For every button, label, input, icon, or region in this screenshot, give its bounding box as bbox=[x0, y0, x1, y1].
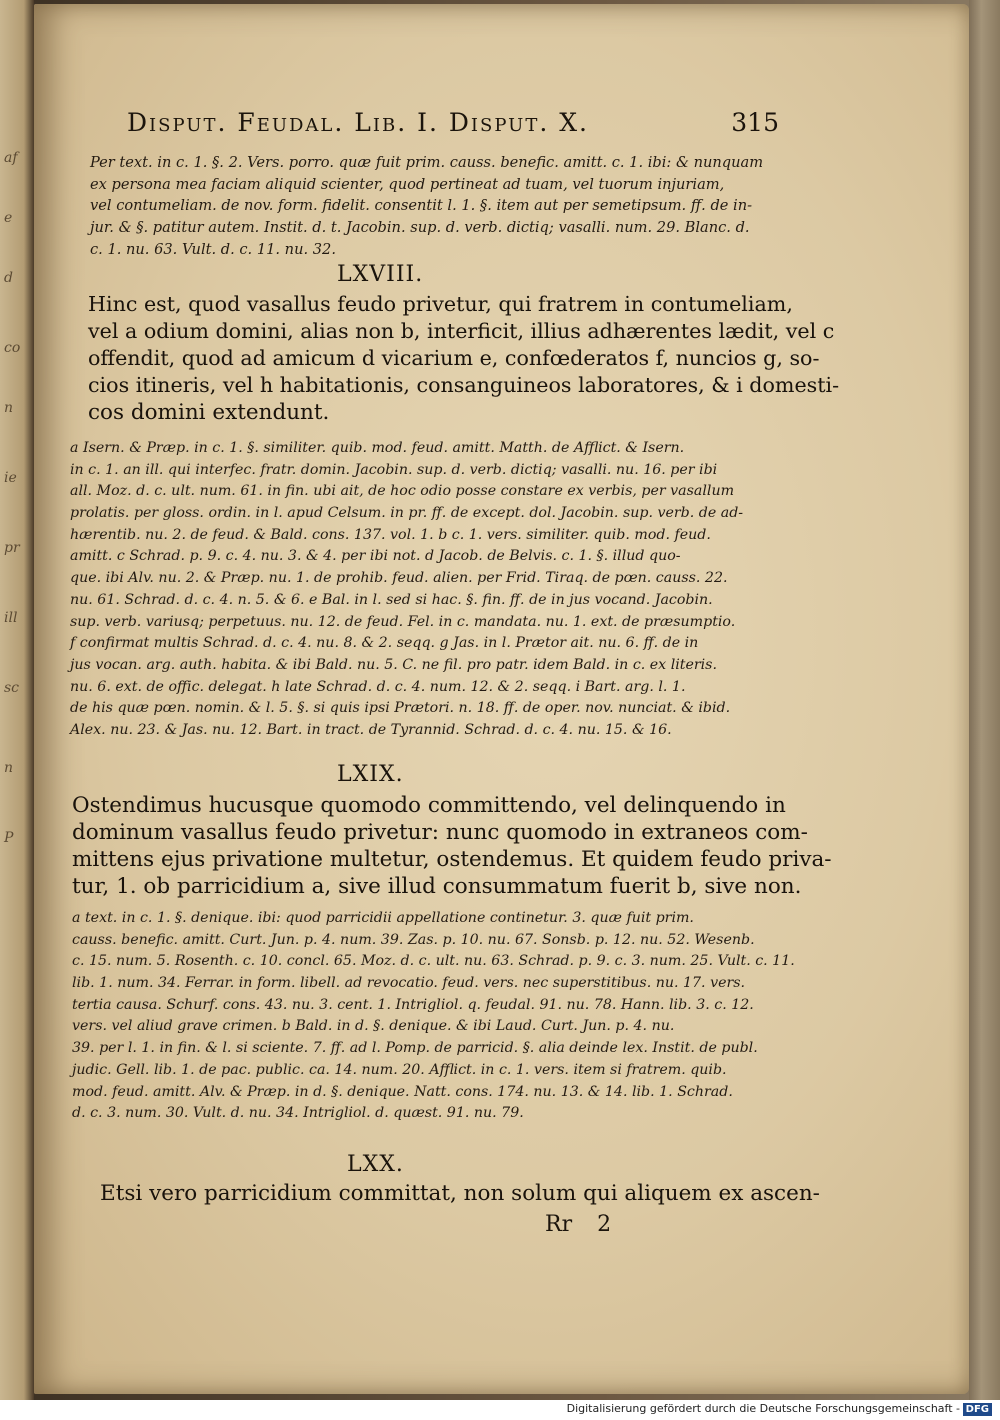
note-line: de his quæ pœn. nomin. & l. 5. §. si quis ipsi Prætori. n. 18. ff. de oper. nov. nunciat. & ibid. bbox=[70, 700, 731, 717]
footer-credit: Digitalisierung gefördert durch die Deutsche Forschungsgemeinschaft - bbox=[566, 1402, 960, 1415]
page-number: 315 bbox=[731, 108, 779, 137]
note-line: nu. 6. ext. de offic. delegat. h late Schrad. d. c. 4. num. 12. & 2. seqq. i Bart. arg. l. 1. bbox=[70, 678, 686, 695]
note-line: ex persona mea faciam aliquid scienter, quod pertineat ad tuam, vel tuorum injuriam, bbox=[90, 175, 725, 193]
note-line: que. ibi Alv. nu. 2. & Præp. nu. 1. de prohib. feud. alien. per Frid. Tiraq. de pœn. causs. 22. bbox=[70, 570, 728, 587]
note-line: tertia causa. Schurf. cons. 43. nu. 3. cent. 1. Intrigliol. q. feudal. 91. nu. 78. Hann. lib. 3. c. 12. bbox=[72, 996, 754, 1013]
paragraph-68 bbox=[88, 291, 839, 426]
note-line: jur. & §. patitur autem. Instit. d. t. Jacobin. sup. d. verb. dictiq; vasalli. num. 29. Blanc. d. bbox=[90, 219, 750, 237]
note-line: vel contumeliam. de nov. form. fidelit. consentit l. 1. §. item aut per semetipsum. ff. de in- bbox=[90, 197, 753, 215]
paragraph-line: tur, 1. ob parricidium a, sive illud consummatum fuerit b, sive non. bbox=[72, 874, 802, 899]
note-line: amitt. c Schrad. p. 9. c. 4. nu. 3. & 4. per ibi not. d Jacob. de Belvis. c. 1. §. illud quo- bbox=[70, 548, 681, 565]
note-line: c. 15. num. 5. Rosenth. c. 10. concl. 65. Moz. d. c. ult. nu. 63. Schrad. p. 9. c. 3. num. 25. Vult. c. 11. bbox=[72, 953, 795, 970]
running-title: Disput. Feudal. Lib. I. Disput. X. bbox=[127, 108, 589, 137]
paragraph-70 bbox=[100, 1180, 820, 1207]
paragraph-line: Etsi vero parricidium committat, non solum qui aliquem ex ascen- bbox=[100, 1181, 820, 1206]
book-fore-edge bbox=[969, 0, 1000, 1400]
paragraph-line: mittens ejus privatione multetur, ostendemus. Et quidem feudo priva- bbox=[72, 847, 832, 872]
paragraph-line: dominum vasallus feudo privetur: nunc quomodo in extraneos com- bbox=[72, 820, 808, 845]
catchword: Rr 2 bbox=[545, 1212, 612, 1237]
note-line: f confirmat multis Schrad. d. c. 4. nu. 8. & 2. seqq. g Jas. in l. Prætor ait. nu. 6. ff. de in bbox=[70, 635, 699, 652]
note-line: causs. benefic. amitt. Curt. Jun. p. 4. num. 39. Zas. p. 10. nu. 67. Sonsb. p. 12. nu. 52. Wesenb. bbox=[72, 931, 755, 948]
section-heading-69: LXIX. bbox=[337, 762, 404, 787]
note-line: prolatis. per gloss. ordin. in l. apud Celsum. in pr. ff. de except. dol. Jacobin. sup. verb. de ad- bbox=[70, 505, 744, 522]
paragraph-line: cos domini extendunt. bbox=[88, 400, 330, 425]
paragraph-69 bbox=[72, 792, 832, 900]
note-line: vers. vel aliud grave crimen. b Bald. in d. §. denique. & ibi Laud. Curt. Jun. p. 4. nu. bbox=[72, 1018, 675, 1035]
section-heading-70: LXX. bbox=[347, 1152, 404, 1177]
note-block-top bbox=[90, 152, 763, 260]
paragraph-line: cios itineris, vel h habitationis, consanguineos laboratores, & i domesti- bbox=[88, 373, 840, 397]
note-line: Alex. nu. 23. & Jas. nu. 12. Bart. in tract. de Tyrannid. Schrad. d. c. 4. nu. 15. & 16. bbox=[70, 721, 672, 738]
note-line: sup. verb. variusq; perpetuus. nu. 12. de feud. Fel. in c. mandata. nu. 1. ext. de præsumptio. bbox=[70, 613, 736, 630]
note-line: c. 1. nu. 63. Vult. d. c. 11. nu. 32. bbox=[90, 240, 336, 258]
note-line: jus vocan. arg. auth. habita. & ibi Bald. nu. 5. C. ne fil. pro patr. idem Bald. in c. ex literis. bbox=[70, 656, 717, 673]
paragraph-line: Ostendimus hucusque quomodo committendo, vel delinquendo in bbox=[72, 793, 786, 818]
note-line: all. Moz. d. c. ult. num. 61. in fin. ubi ait, de hoc odio posse constare ex verbis, per vasallum bbox=[70, 483, 735, 500]
note-line: hærentib. nu. 2. de feud. & Bald. cons. 137. vol. 1. b c. 1. vers. similiter. quib. mod. feud. bbox=[70, 526, 711, 543]
running-head bbox=[127, 108, 777, 142]
facing-page-edge: af e d co n ie pr ill sc n P bbox=[0, 0, 34, 1400]
dfg-logo: DFG bbox=[963, 1403, 992, 1416]
note-block-68 bbox=[70, 438, 743, 742]
paragraph-line: offendit, quod ad amicum d vicarium e, confœderatos f, nuncios g, so- bbox=[88, 346, 820, 370]
note-line: in c. 1. an ill. qui interfec. fratr. domin. Jacobin. sup. d. verb. dictiq; vasalli. nu. 16. per ibi bbox=[70, 461, 718, 478]
digitization-footer bbox=[0, 1400, 1000, 1420]
note-line: lib. 1. num. 34. Ferrar. in form. libell. ad revocatio. feud. vers. nec superstitibus. nu. 17. vers. bbox=[72, 975, 746, 992]
note-line: 39. per l. 1. in fin. & l. si sciente. 7. ff. ad l. Pomp. de parricid. §. alia deinde lex. Instit. de publ. bbox=[72, 1040, 758, 1057]
section-heading-68: LXVIII. bbox=[337, 262, 424, 287]
note-line: a text. in c. 1. §. denique. ibi: quod parricidii appellatione continetur. 3. quæ fuit prim. bbox=[72, 910, 694, 926]
note-line: Per text. in c. 1. §. 2. Vers. porro. quæ fuit prim. causs. benefic. amitt. c. 1. ibi: & nunquam bbox=[90, 154, 764, 171]
note-line: d. c. 3. num. 30. Vult. d. nu. 34. Intrigliol. d. quæst. 91. nu. 79. bbox=[72, 1105, 524, 1122]
note-line: a Isern. & Præp. in c. 1. §. similiter. quib. mod. feud. amitt. Matth. de Afflict. & Isern. bbox=[70, 440, 685, 456]
note-block-69 bbox=[72, 908, 795, 1125]
note-line: nu. 61. Schrad. d. c. 4. n. 5. & 6. e Bal. in l. sed si hac. §. fin. ff. de in jus vocand. Jacobin. bbox=[70, 591, 713, 608]
note-line: mod. feud. amitt. Alv. & Præp. in d. §. denique. Natt. cons. 174. nu. 13. & 14. lib. 1. Schrad. bbox=[72, 1083, 733, 1100]
paragraph-line: vel a odium domini, alias non b, interficit, illius adhærentes lædit, vel c bbox=[88, 319, 835, 343]
paragraph-line: Hinc est, quod vasallus feudo privetur, qui fratrem in contumeliam, bbox=[88, 292, 793, 316]
note-line: judic. Gell. lib. 1. de pac. public. ca. 14. num. 20. Afflict. in c. 1. vers. item si fratrem. quib. bbox=[72, 1061, 727, 1078]
